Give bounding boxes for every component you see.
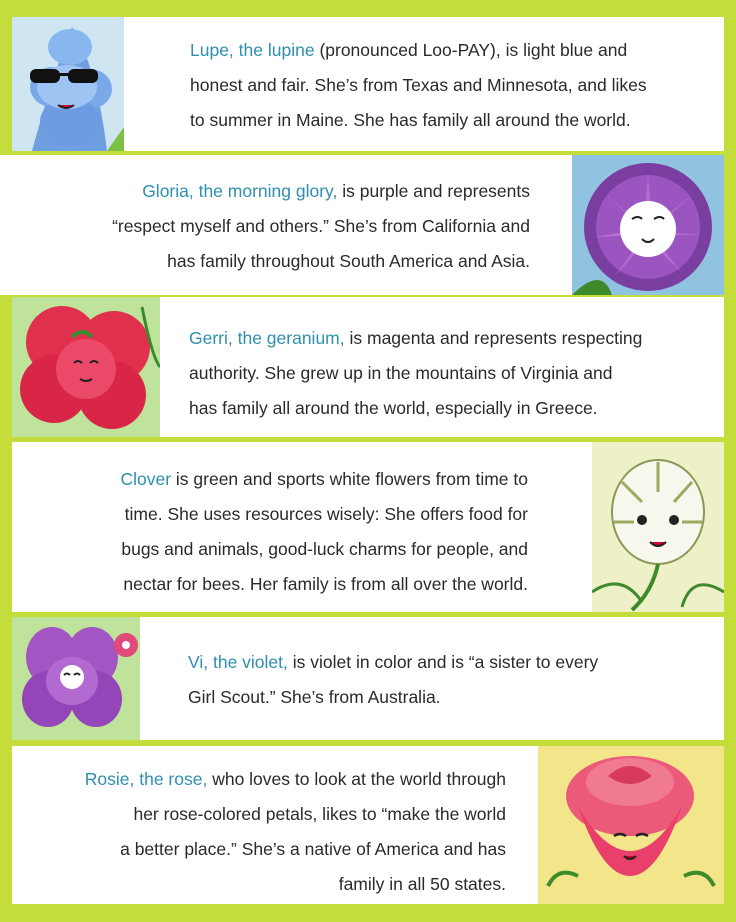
card-vi-line-1: is violet in color and is “a sister to every [292, 652, 599, 672]
violet-illustration [12, 617, 140, 740]
card-gloria-line-3: has family throughout South America and Asia. [167, 251, 530, 271]
card-rosie-text [85, 762, 506, 902]
card-rosie-line-4: family in all 50 states. [338, 874, 506, 894]
card-lupe-line-1: (pronounced Loo-PAY), is light blue and [319, 40, 628, 60]
morning-glory-drawing [572, 155, 724, 295]
morning-glory-illustration [572, 155, 724, 295]
card-clover [12, 442, 724, 612]
card-gerri [12, 297, 724, 437]
geranium-drawing [12, 297, 160, 437]
card-gloria-line-1: is purple and represents [342, 181, 530, 201]
card-clover-name: Clover [120, 469, 172, 489]
card-lupe-text [190, 33, 647, 138]
lupine-illustration [12, 17, 124, 151]
geranium-illustration [12, 297, 160, 437]
card-clover-line-2: time. She uses resources wisely: She offers food for [124, 504, 528, 524]
card-rosie-name: Rosie, the rose, [84, 769, 208, 789]
card-clover-line-3: bugs and animals, good-luck charms for people, and [121, 539, 528, 559]
card-lupe-name: Lupe, the lupine [190, 40, 315, 60]
violet-drawing [12, 617, 140, 740]
card-lupe [12, 17, 724, 151]
card-clover-line-1: is green and sports white flowers from time to [175, 469, 528, 489]
card-rosie-line-1: who loves to look at the world through [212, 769, 506, 789]
card-clover-text [120, 462, 528, 602]
card-lupe-line-3: to summer in Maine. She has family all around the world. [190, 110, 631, 130]
clover-drawing [592, 442, 724, 612]
card-gerri-line-3: has family all around the world, especially in Greece. [189, 398, 598, 418]
card-rosie [12, 746, 724, 904]
card-gerri-line-1: is magenta and represents respecting [349, 328, 643, 348]
card-gerri-text [189, 321, 642, 426]
card-gloria-name: Gloria, the morning glory, [142, 181, 338, 201]
card-vi-line-2: Girl Scout.” She’s from Australia. [188, 687, 441, 707]
card-rosie-line-2: her rose-colored petals, likes to “make the world [133, 804, 506, 824]
card-gerri-line-2: authority. She grew up in the mountains of Virginia and [189, 363, 613, 383]
card-vi-name: Vi, the violet, [188, 652, 288, 672]
card-gloria [0, 155, 724, 295]
rose-drawing [538, 746, 724, 904]
card-gerri-name: Gerri, the geranium, [189, 328, 345, 348]
card-gloria-text [112, 174, 530, 279]
card-vi-text [188, 645, 598, 715]
card-vi [12, 617, 724, 740]
rose-illustration [538, 746, 724, 904]
lupine-drawing [12, 17, 124, 151]
card-lupe-line-2: honest and fair. She’s from Texas and Minnesota, and likes [190, 75, 647, 95]
clover-illustration [592, 442, 724, 612]
card-clover-line-4: nectar for bees. Her family is from all over the world. [123, 574, 528, 594]
card-gloria-line-2: “respect myself and others.” She’s from California and [112, 216, 530, 236]
card-rosie-line-3: a better place.” She’s a native of America and has [120, 839, 506, 859]
